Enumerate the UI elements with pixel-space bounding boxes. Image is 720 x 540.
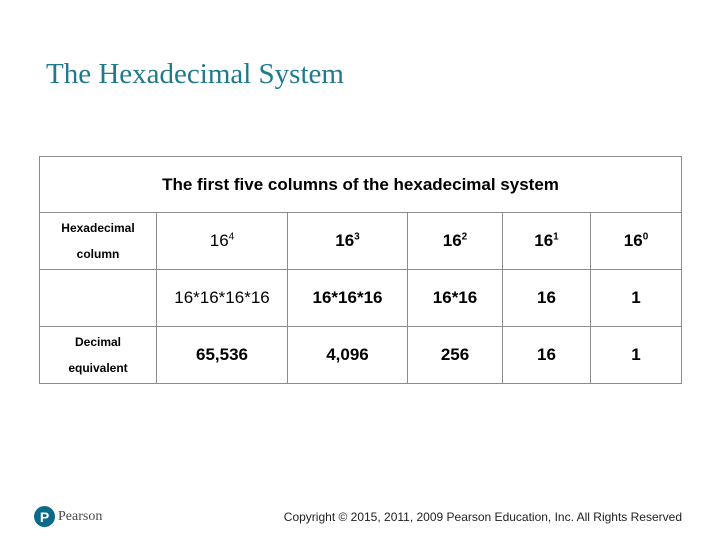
power-exponent: 1 — [553, 231, 559, 243]
pearson-logo — [34, 506, 102, 527]
power-base: 16 — [335, 231, 355, 250]
pearson-p-icon: P — [34, 506, 55, 527]
table-row-decimal — [40, 327, 682, 384]
power-base: 16 — [623, 231, 643, 250]
power-cell — [408, 213, 503, 270]
power-exponent: 3 — [354, 231, 360, 243]
decimal-cell: 65,536 — [157, 327, 288, 384]
expansion-cell: 16 — [503, 270, 591, 327]
table-caption: The first five columns of the hexadecimal system — [40, 157, 682, 213]
pearson-wordmark: Pearson — [58, 508, 103, 524]
expansion-cell: 16*16 — [408, 270, 503, 327]
copyright-notice: Copyright © 2015, 2011, 2009 Pearson Education, Inc. All Rights Reserved — [283, 510, 682, 524]
row-label-line: Hexadecimal — [61, 221, 135, 235]
power-cell — [591, 213, 682, 270]
power-cell — [157, 213, 288, 270]
row-label-line: column — [76, 247, 120, 261]
decimal-cell: 256 — [408, 327, 503, 384]
decimal-cell: 1 — [591, 327, 682, 384]
power-exponent: 4 — [228, 231, 235, 243]
power-base: 16 — [442, 231, 462, 250]
power-cell — [503, 213, 591, 270]
decimal-cell: 16 — [503, 327, 591, 384]
row-label-line: Decimal — [74, 335, 122, 349]
power-base: 16 — [209, 231, 229, 250]
row-label-decimal-equivalent — [40, 327, 157, 384]
expansion-cell: 16*16*16 — [288, 270, 408, 327]
row-label-expansion — [40, 270, 157, 327]
power-exponent: 2 — [461, 231, 468, 243]
table-row-expansion — [40, 270, 682, 327]
power-base: 16 — [534, 231, 554, 250]
slide-title: The Hexadecimal System — [46, 58, 344, 90]
power-cell — [288, 213, 408, 270]
expansion-cell: 1 — [591, 270, 682, 327]
expansion-cell: 16*16*16*16 — [157, 270, 288, 327]
hex-columns-table — [39, 156, 682, 384]
row-label-line: equivalent — [68, 361, 128, 375]
decimal-cell: 4,096 — [288, 327, 408, 384]
table-row-hex-column — [40, 213, 682, 270]
row-label-hexadecimal-column — [40, 213, 157, 270]
power-exponent: 0 — [642, 231, 649, 243]
